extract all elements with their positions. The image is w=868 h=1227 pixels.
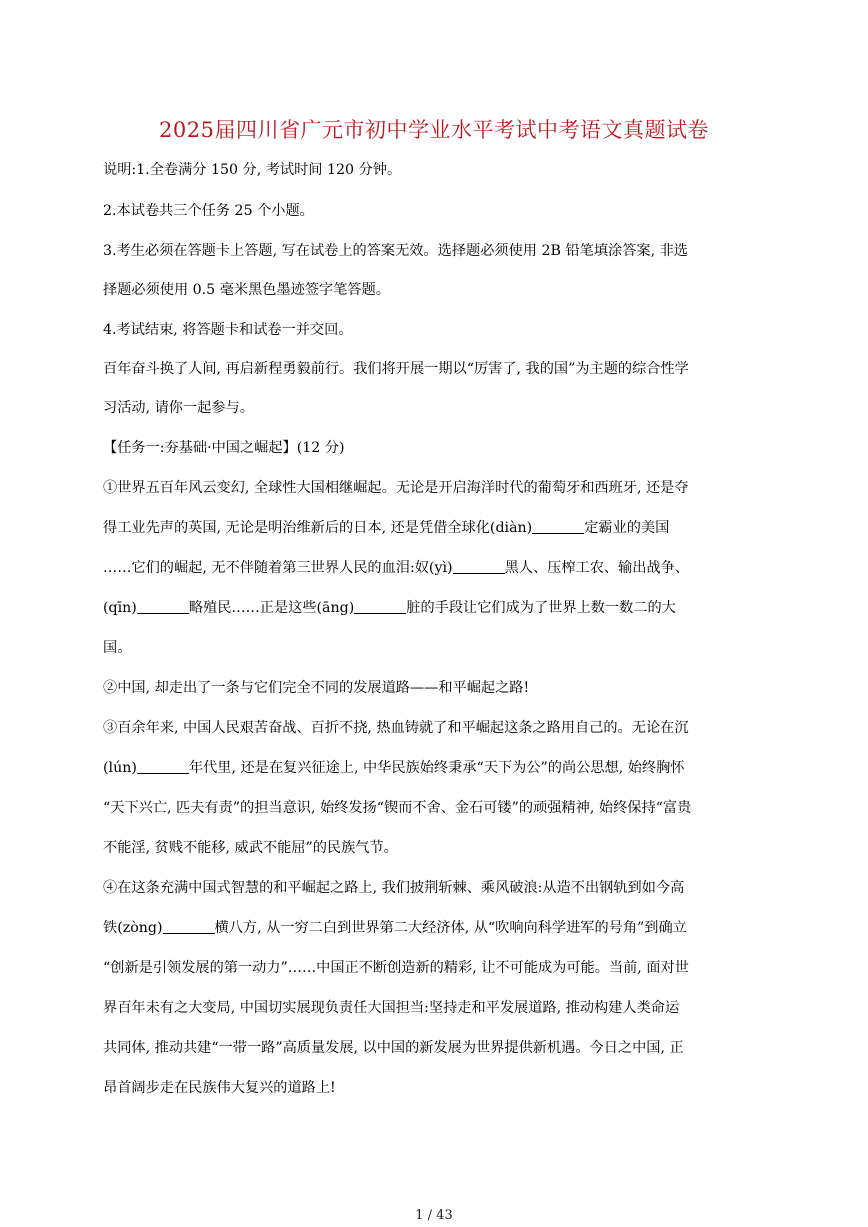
paragraph-4-line	[103, 918, 687, 938]
paragraph-4-line: 昂首阔步走在民族伟大复兴的道路上!	[103, 1080, 336, 1096]
instruction-line: 2.本试卷共三个任务 25 个小题。	[103, 203, 314, 219]
fill-blank	[453, 559, 505, 574]
paragraph-1-line: 国。	[103, 640, 132, 656]
task-heading: 【任务一:夯基础·中国之崛起】(12 分)	[103, 440, 345, 456]
text-segment: 年代里, 还是在复兴征途上, 中华民族始终秉承“天下为公”的尚公思想, 始终胸怀	[188, 760, 685, 776]
intro-line: 习活动, 请你一起参与。	[103, 400, 254, 416]
text-segment: 黑人、压榨工农、输出战争、	[504, 560, 690, 576]
paragraph-1-line	[103, 558, 689, 578]
paragraph-3-line	[103, 758, 684, 778]
paragraph-4-line: “创新是引领发展的第一动力”……中国正不断创造新的精彩, 让不可能成为可能。当前, 面对世	[103, 960, 689, 976]
paragraph-2: ②中国, 却走出了一条与它们完全不同的发展道路——和平崛起之路!	[103, 680, 530, 696]
fill-blank	[137, 759, 189, 774]
paragraph-3-line: 不能淫, 贫贱不能移, 威武不能屈”的民族气节。	[103, 840, 398, 856]
paragraph-3-line: “天下兴亡, 匹夫有责”的担当意识, 始终发扬“锲而不舍、金石可镂”的顽强精神, 始终保持“富贵	[103, 800, 692, 816]
paragraph-4-line: ④在这条充满中国式智慧的和平崛起之路上, 我们披荆斩棘、乘风破浪:从造不出钢轨到如今高	[103, 880, 685, 896]
text-segment: 定霸业的美国	[584, 520, 670, 536]
intro-line: 百年奋斗换了人间, 再启新程勇毅前行。我们将开展一期以“厉害了, 我的国”为主题的综合性学	[103, 361, 689, 377]
text-segment: (qīn)	[103, 600, 137, 616]
fill-blank	[163, 919, 215, 934]
paragraph-1-line	[103, 598, 676, 618]
instruction-line: 4.考试结束, 将答题卡和试卷一并交回。	[103, 322, 353, 338]
page-number: 1 / 43	[415, 1208, 453, 1223]
text-segment: ……它们的崛起, 无不伴随着第三世界人民的血泪:奴(yì)	[103, 560, 453, 576]
paragraph-1-line	[103, 518, 669, 538]
text-segment: 铁(zòng)	[103, 920, 163, 936]
paragraph-4-line: 界百年未有之大变局, 中国切实展现负责任大国担当:坚持走和平发展道路, 推动构建人类命运	[103, 1000, 680, 1016]
fill-blank	[137, 599, 189, 614]
instruction-line: 3.考生必须在答题卡上答题, 写在试卷上的答案无效。选择题必须使用 2B 铅笔填涂答案, 非选	[103, 243, 688, 259]
text-segment: 横八方, 从一穷二白到世界第二大经济体, 从“吹响向科学进军的号角”到确立	[214, 920, 687, 936]
text-segment: 略殖民……正是这些(āng)	[188, 600, 355, 616]
paragraph-3-line: ③百余年来, 中国人民艰苦奋战、百折不挠, 热血铸就了和平崛起这条之路用自己的。无论在沉	[103, 720, 689, 736]
paragraph-4-line: 共同体, 推动共建“一带一路”高质量发展, 以中国的新发展为世界提供新机遇。今日之中国, 正	[103, 1040, 684, 1056]
page-title: 2025届四川省广元市初中学业水平考试中考语文真题试卷	[159, 118, 709, 142]
fill-blank	[354, 599, 406, 614]
text-segment: 得工业先声的英国, 无论是明治维新后的日本, 还是凭借全球化(diàn)	[103, 520, 533, 536]
paragraph-1-line: ①世界五百年风云变幻, 全球性大国相继崛起。无论是开启海洋时代的葡萄牙和西班牙, 还是夺	[103, 480, 689, 496]
fill-blank	[532, 519, 584, 534]
instruction-line: 说明:1.全卷满分 150 分, 考试时间 120 分钟。	[103, 162, 402, 178]
instruction-line: 择题必须使用 0.5 毫米黑色墨迹签字笔答题。	[103, 282, 390, 298]
text-segment: (lún)	[103, 760, 137, 776]
text-segment: 脏的手段让它们成为了世界上数一数二的大	[406, 600, 676, 616]
